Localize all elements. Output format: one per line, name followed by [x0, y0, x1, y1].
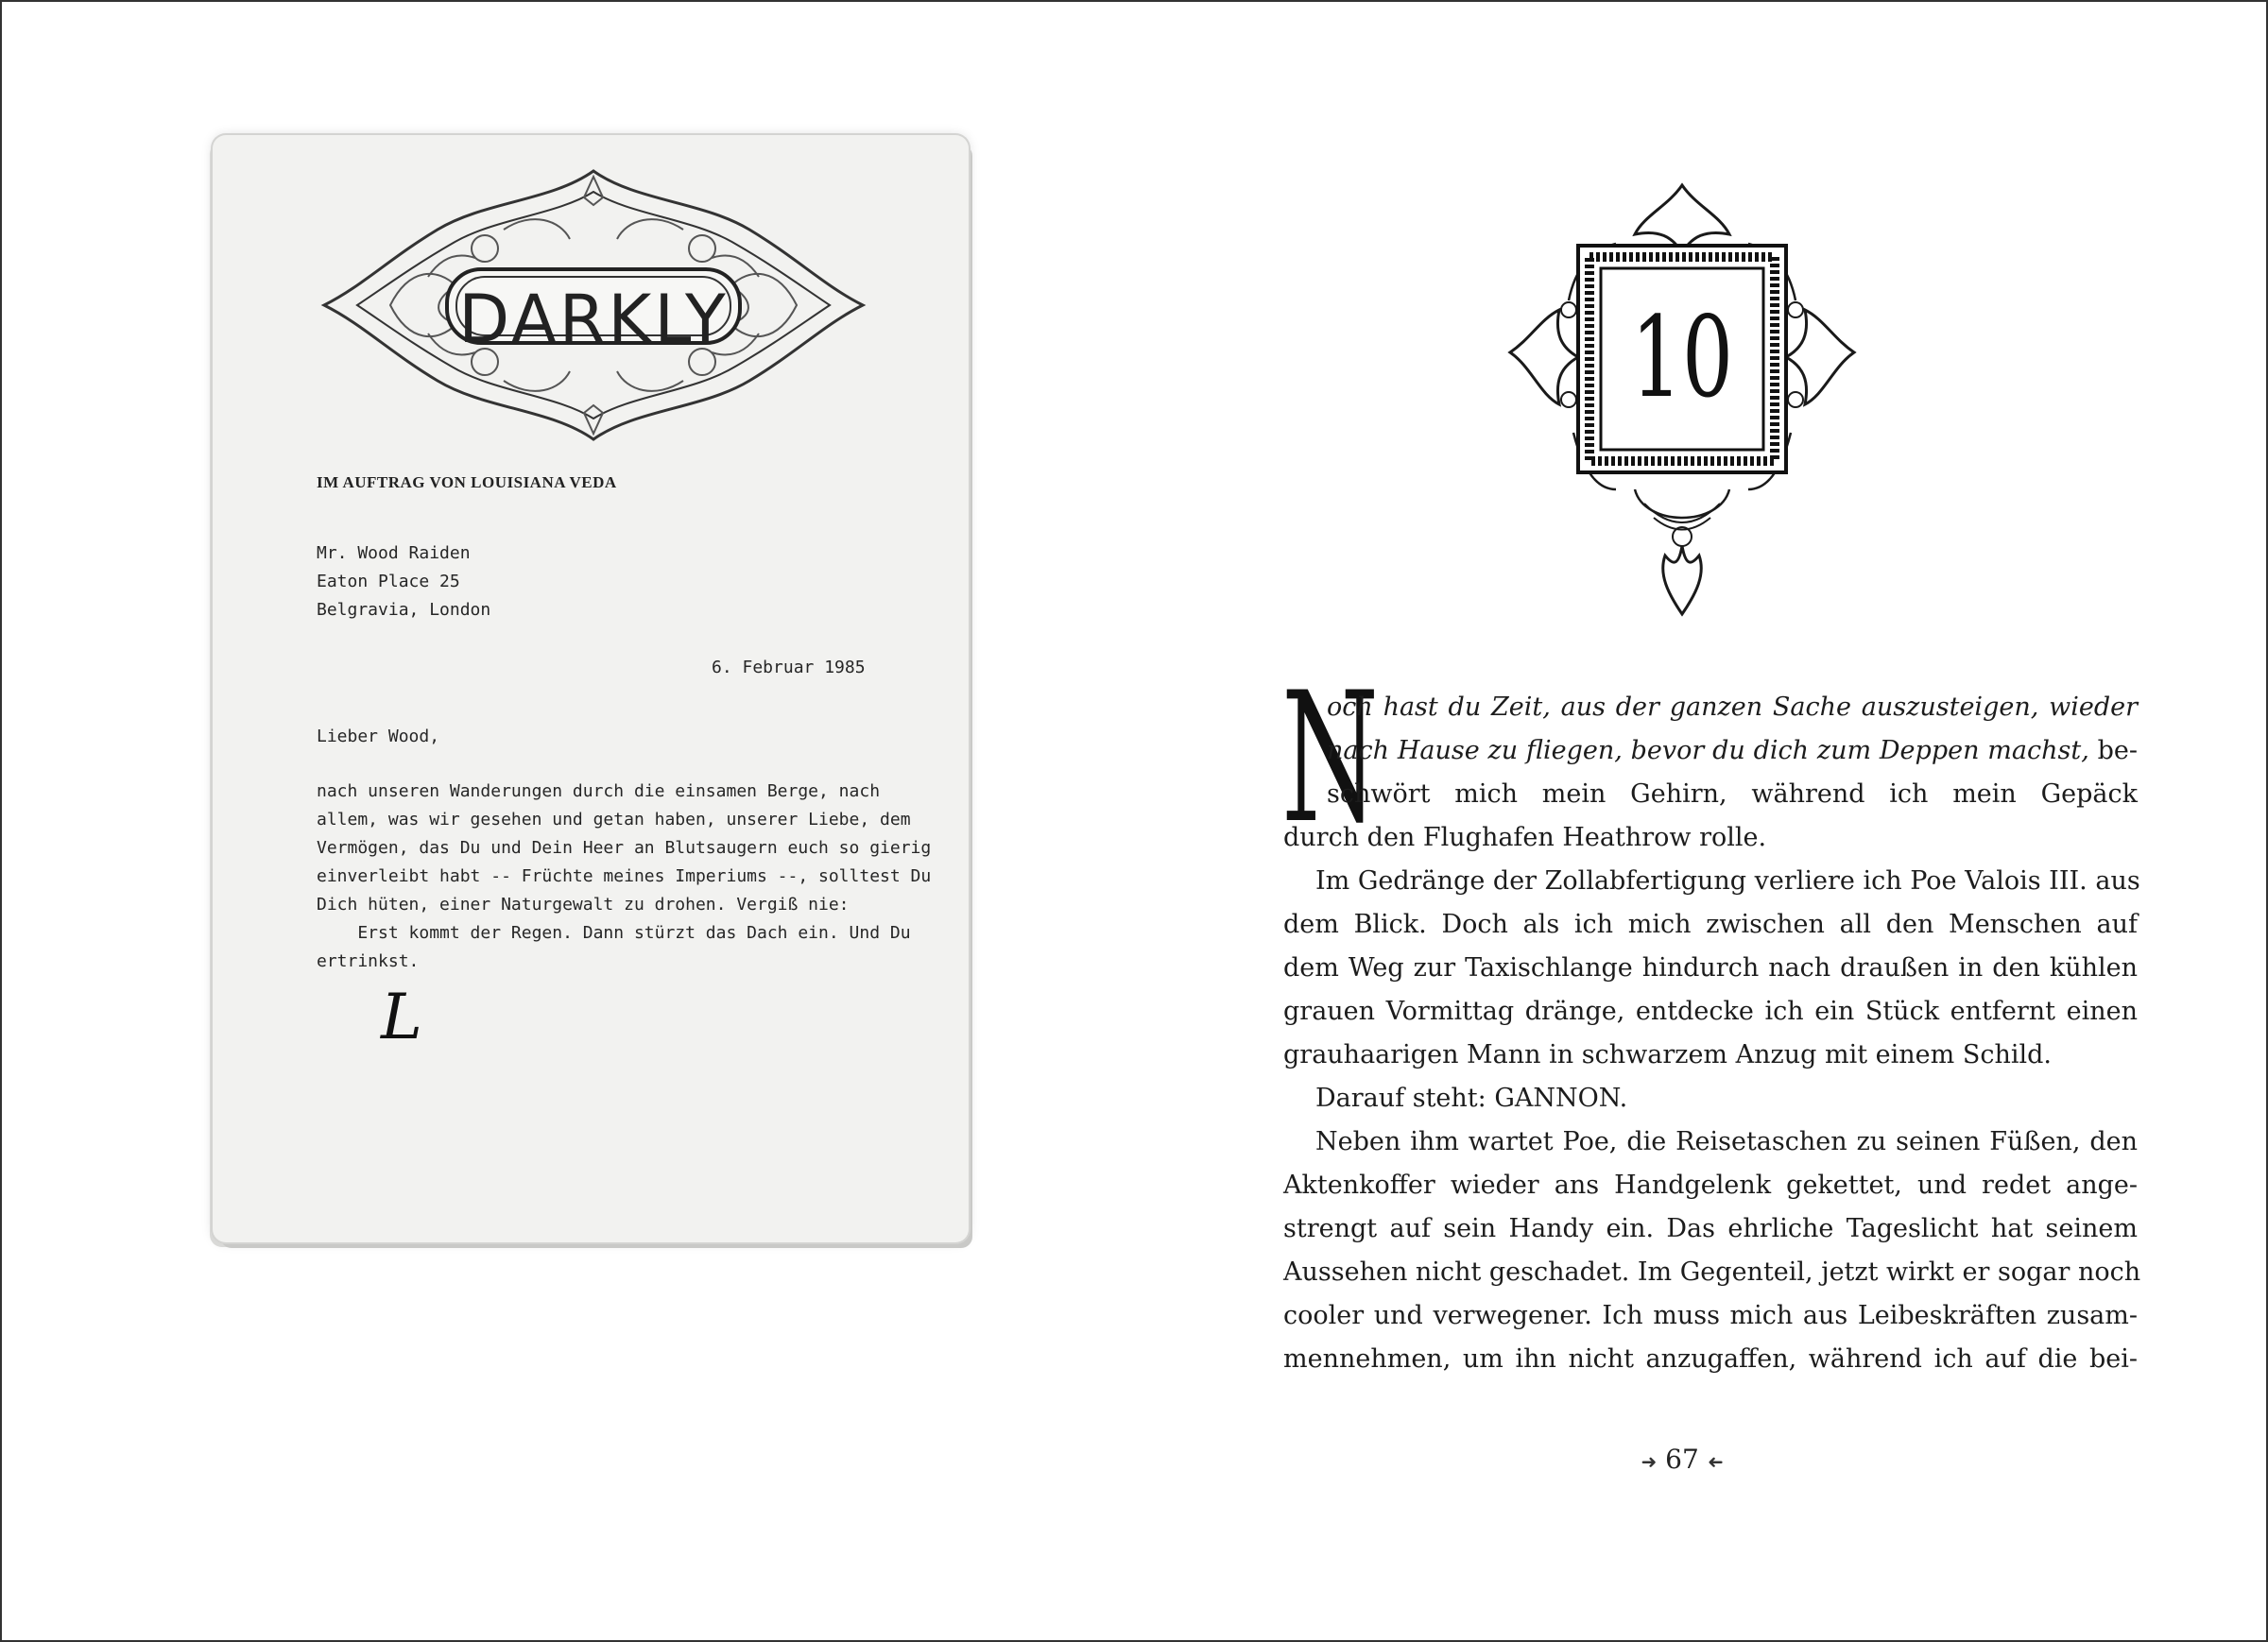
- address-line-1: Mr. Wood Raiden: [317, 543, 471, 563]
- text-line: och hast du Zeit, aus der ganzen Sache auszusteigen, wieder: [1327, 693, 2138, 722]
- address-line-2: Eaton Place 25: [317, 572, 460, 591]
- drop-cap: N: [1281, 654, 1380, 863]
- letter-body-line: nach unseren Wanderungen durch die einsamen Berge, nach: [317, 781, 881, 801]
- text-line-italic: nach Hause zu fliegen, bevor du dich zum Deppen machst,: [1327, 736, 2089, 765]
- page-number: 67: [1665, 1444, 1699, 1475]
- text-line: grauhaarigen Mann in schwarzem Anzug mit einem Schild.: [1283, 1040, 2052, 1069]
- arrow-left-icon: ➜: [1707, 1450, 1724, 1473]
- crest-title: DARKLY: [458, 281, 729, 358]
- letter-body-line: Dich hüten, einer Naturgewalt zu drohen. Vergiß nie:: [317, 895, 850, 915]
- letter-sheet: [213, 135, 969, 1242]
- text-line: dem Blick. Doch als ich mich zwischen all den Menschen auf: [1283, 910, 2138, 939]
- text-line: Aktenkoffer wieder ans Handgelenk gekettet, und redet ange-: [1283, 1171, 2138, 1200]
- signature: L: [381, 981, 422, 1053]
- text-line: dem Weg zur Taxischlange hindurch nach draußen in den kühlen: [1283, 953, 2138, 983]
- text-line: durch den Flughafen Heathrow rolle.: [1283, 823, 1767, 852]
- text-line-normal: be-: [2088, 736, 2139, 765]
- address-line-3: Belgravia, London: [317, 600, 491, 620]
- letter-body-line: Vermögen, das Du und Dein Heer an Blutsaugern euch so gierig: [317, 838, 932, 858]
- letterhead: IM AUFTRAG VON LOUISIANA VEDA: [317, 473, 617, 491]
- text-line: mennehmen, um ihn nicht anzugaffen, während ich auf die bei-: [1283, 1344, 2138, 1374]
- letter-body-line: allem, was wir gesehen und getan haben, unserer Liebe, dem: [317, 810, 911, 830]
- letter-date: 6. Februar 1985: [712, 658, 866, 677]
- text-line: Im Gedränge der Zollabfertigung verliere ich Poe Valois III. aus: [1315, 866, 2140, 896]
- page-number-group: [1625, 1444, 1739, 1475]
- text-line: grauen Vormittag dränge, entdecke ich ein Stück entfernt einen: [1283, 997, 2138, 1026]
- arrow-right-icon: ➜: [1641, 1450, 1658, 1473]
- chapter-number: 10: [1630, 292, 1734, 422]
- text-line: [1327, 729, 2138, 773]
- text-line: Neben ihm wartet Poe, die Reisetaschen zu seinen Füßen, den: [1315, 1127, 2138, 1156]
- text-line: cooler und verwegener. Ich muss mich aus Leibeskräften zusam-: [1283, 1301, 2138, 1330]
- letter-body-line: einverleibt habt -- Früchte meines Imperiums --, solltest Du: [317, 866, 932, 886]
- text-line: Darauf steht: GANNON.: [1315, 1084, 1628, 1113]
- letter-body-line: ertrinkst.: [317, 951, 420, 971]
- letter-salutation: Lieber Wood,: [317, 727, 440, 746]
- text-line: schwört mich mein Gehirn, während ich mein Gepäck: [1327, 779, 2138, 809]
- letter-body-line: Erst kommt der Regen. Dann stürzt das Dach ein. Und Du: [317, 923, 911, 943]
- text-line: Aussehen nicht geschadet. Im Gegenteil, jetzt wirkt er sogar noch: [1283, 1257, 2141, 1287]
- crest-ornament: [315, 163, 872, 447]
- text-line: strengt auf sein Handy ein. Das ehrliche Tageslicht hat seinem: [1283, 1214, 2138, 1243]
